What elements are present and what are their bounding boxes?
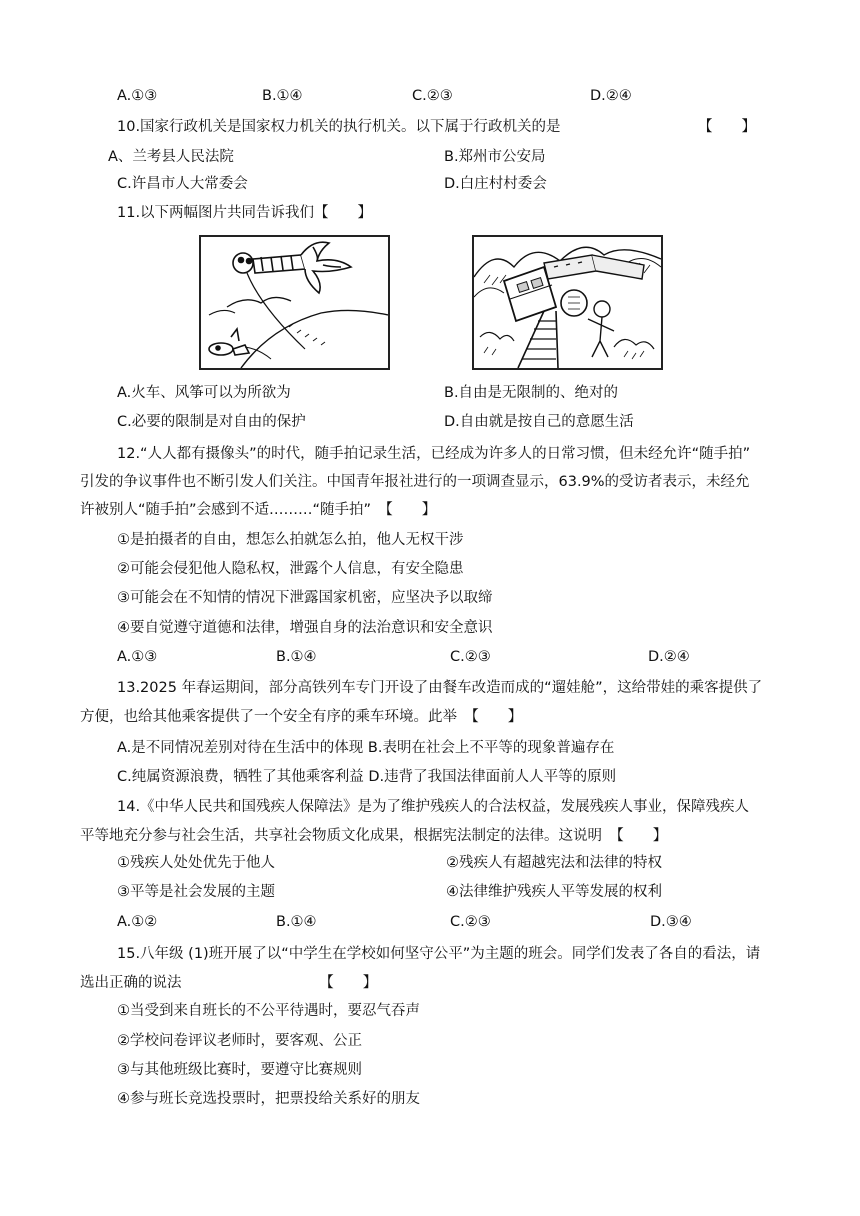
q14-item-1: ①残疾人处处优先于他人 <box>117 855 275 871</box>
q10-option-a: A、兰考县人民法院 <box>108 149 234 165</box>
q14-stem-line-2: 平等地充分参与社会生活，共享社会物质文化成果，根据宪法制定的法律。这说明 【 】 <box>80 828 668 844</box>
q15-item-3: ③与其他班级比赛时，要遵守比赛规则 <box>117 1062 362 1078</box>
q14-item-4: ④法律维护残疾人平等发展的权利 <box>446 884 662 900</box>
q14-stem-line-1: 14.《中华人民共和国残疾人保障法》是为了维护残疾人的合法权益，发展残疾人事业，保障残疾人 <box>117 799 750 815</box>
q12-option-b: B.①④ <box>276 649 317 665</box>
q12-stem-line-1: 12.“人人都有摄像头”的时代，随手拍记录生活，已经成为许多人的日常习惯，但未经允许“随手拍” <box>117 446 751 462</box>
q15-item-1: ①当受到来自班长的不公平待遇时，要忍气吞声 <box>117 1003 420 1019</box>
q13-stem-line-1: 13.2025 年春运期间，部分高铁列车专门开设了由餐车改造而成的“遛娃舱”，这给带娃的乘客提供了 <box>117 680 763 696</box>
q15-item-2: ②学校问卷评议老师时，要客观、公正 <box>117 1033 362 1049</box>
q12-item-2: ②可能会侵犯他人隐私权，泄露个人信息，有安全隐患 <box>117 561 464 577</box>
q15-item-4: ④参与班长竞选投票时，把票投给关系好的朋友 <box>117 1091 420 1107</box>
q10-option-d: D.白庄村村委会 <box>444 176 547 192</box>
q12-option-a: A.①③ <box>117 649 158 665</box>
q10-option-c: C.许昌市人大常委会 <box>117 176 248 192</box>
q15-stem-line-2: 选出正确的说法 【 】 <box>80 975 378 991</box>
q12-option-d: D.②④ <box>648 649 690 665</box>
q14-option-a: A.①② <box>117 914 158 930</box>
q12-option-c: C.②③ <box>450 649 491 665</box>
q10-option-b: B.郑州市公安局 <box>444 149 546 165</box>
q11-stem: 11.以下两幅图片共同告诉我们【 】 <box>117 205 373 221</box>
q13-stem-line-2: 方便，也给其他乘客提供了一个安全有序的乘车环境。此举 【 】 <box>80 709 523 725</box>
q12-item-4: ④要自觉遵守道德和法律，增强自身的法治意识和安全意识 <box>117 620 493 636</box>
q10-bracket: 【 】 <box>698 119 756 135</box>
q13-options-row-1: A.是不同情况差别对待在生活中的体现 B.表明在社会上不平等的现象普遍存在 <box>117 740 615 756</box>
train-picture <box>472 235 663 370</box>
q11-option-a: A.火车、风筝可以为所欲为 <box>117 385 291 401</box>
q15-stem-line-1: 15.八年级 (1)班开展了以“中学生在学校如何坚守公平”为主题的班会。同学们发表了各自的看法，请 <box>117 946 761 962</box>
q14-option-c: C.②③ <box>450 914 491 930</box>
q11-option-b: B.自由是无限制的、绝对的 <box>444 385 619 401</box>
kite-picture <box>199 235 390 370</box>
q9-option-b: B.①④ <box>262 88 303 104</box>
q11-option-c: C.必要的限制是对自由的保护 <box>117 414 306 430</box>
q14-item-2: ②残疾人有超越宪法和法律的特权 <box>446 855 662 871</box>
q14-option-d: D.③④ <box>650 914 692 930</box>
q12-item-1: ①是拍摄者的自由，想怎么拍就怎么拍，他人无权干涉 <box>117 532 464 548</box>
q11-option-d: D.自由就是按自己的意愿生活 <box>444 414 634 430</box>
q14-item-3: ③平等是社会发展的主题 <box>117 884 275 900</box>
q9-option-d: D.②④ <box>590 88 632 104</box>
q14-option-b: B.①④ <box>276 914 317 930</box>
q9-option-a: A.①③ <box>117 88 158 104</box>
q10-stem: 10.国家行政机关是国家权力机关的执行机关。以下属于行政机关的是 <box>117 119 561 135</box>
q12-stem-line-2: 引发的争议事件也不断引发人们关注。中国青年报社进行的一项调查显示，63.9%的受访者表示，未经允 <box>80 474 750 490</box>
q9-option-c: C.②③ <box>412 88 453 104</box>
q12-stem-line-3: 许被别人“随手拍”会感到不适………“随手拍” 【 】 <box>80 502 437 518</box>
q12-item-3: ③可能会在不知情的情况下泄露国家机密，应坚决予以取缔 <box>117 590 493 606</box>
q13-options-row-2: C.纯属资源浪费，牺牲了其他乘客利益 D.违背了我国法律面前人人平等的原则 <box>117 769 617 785</box>
